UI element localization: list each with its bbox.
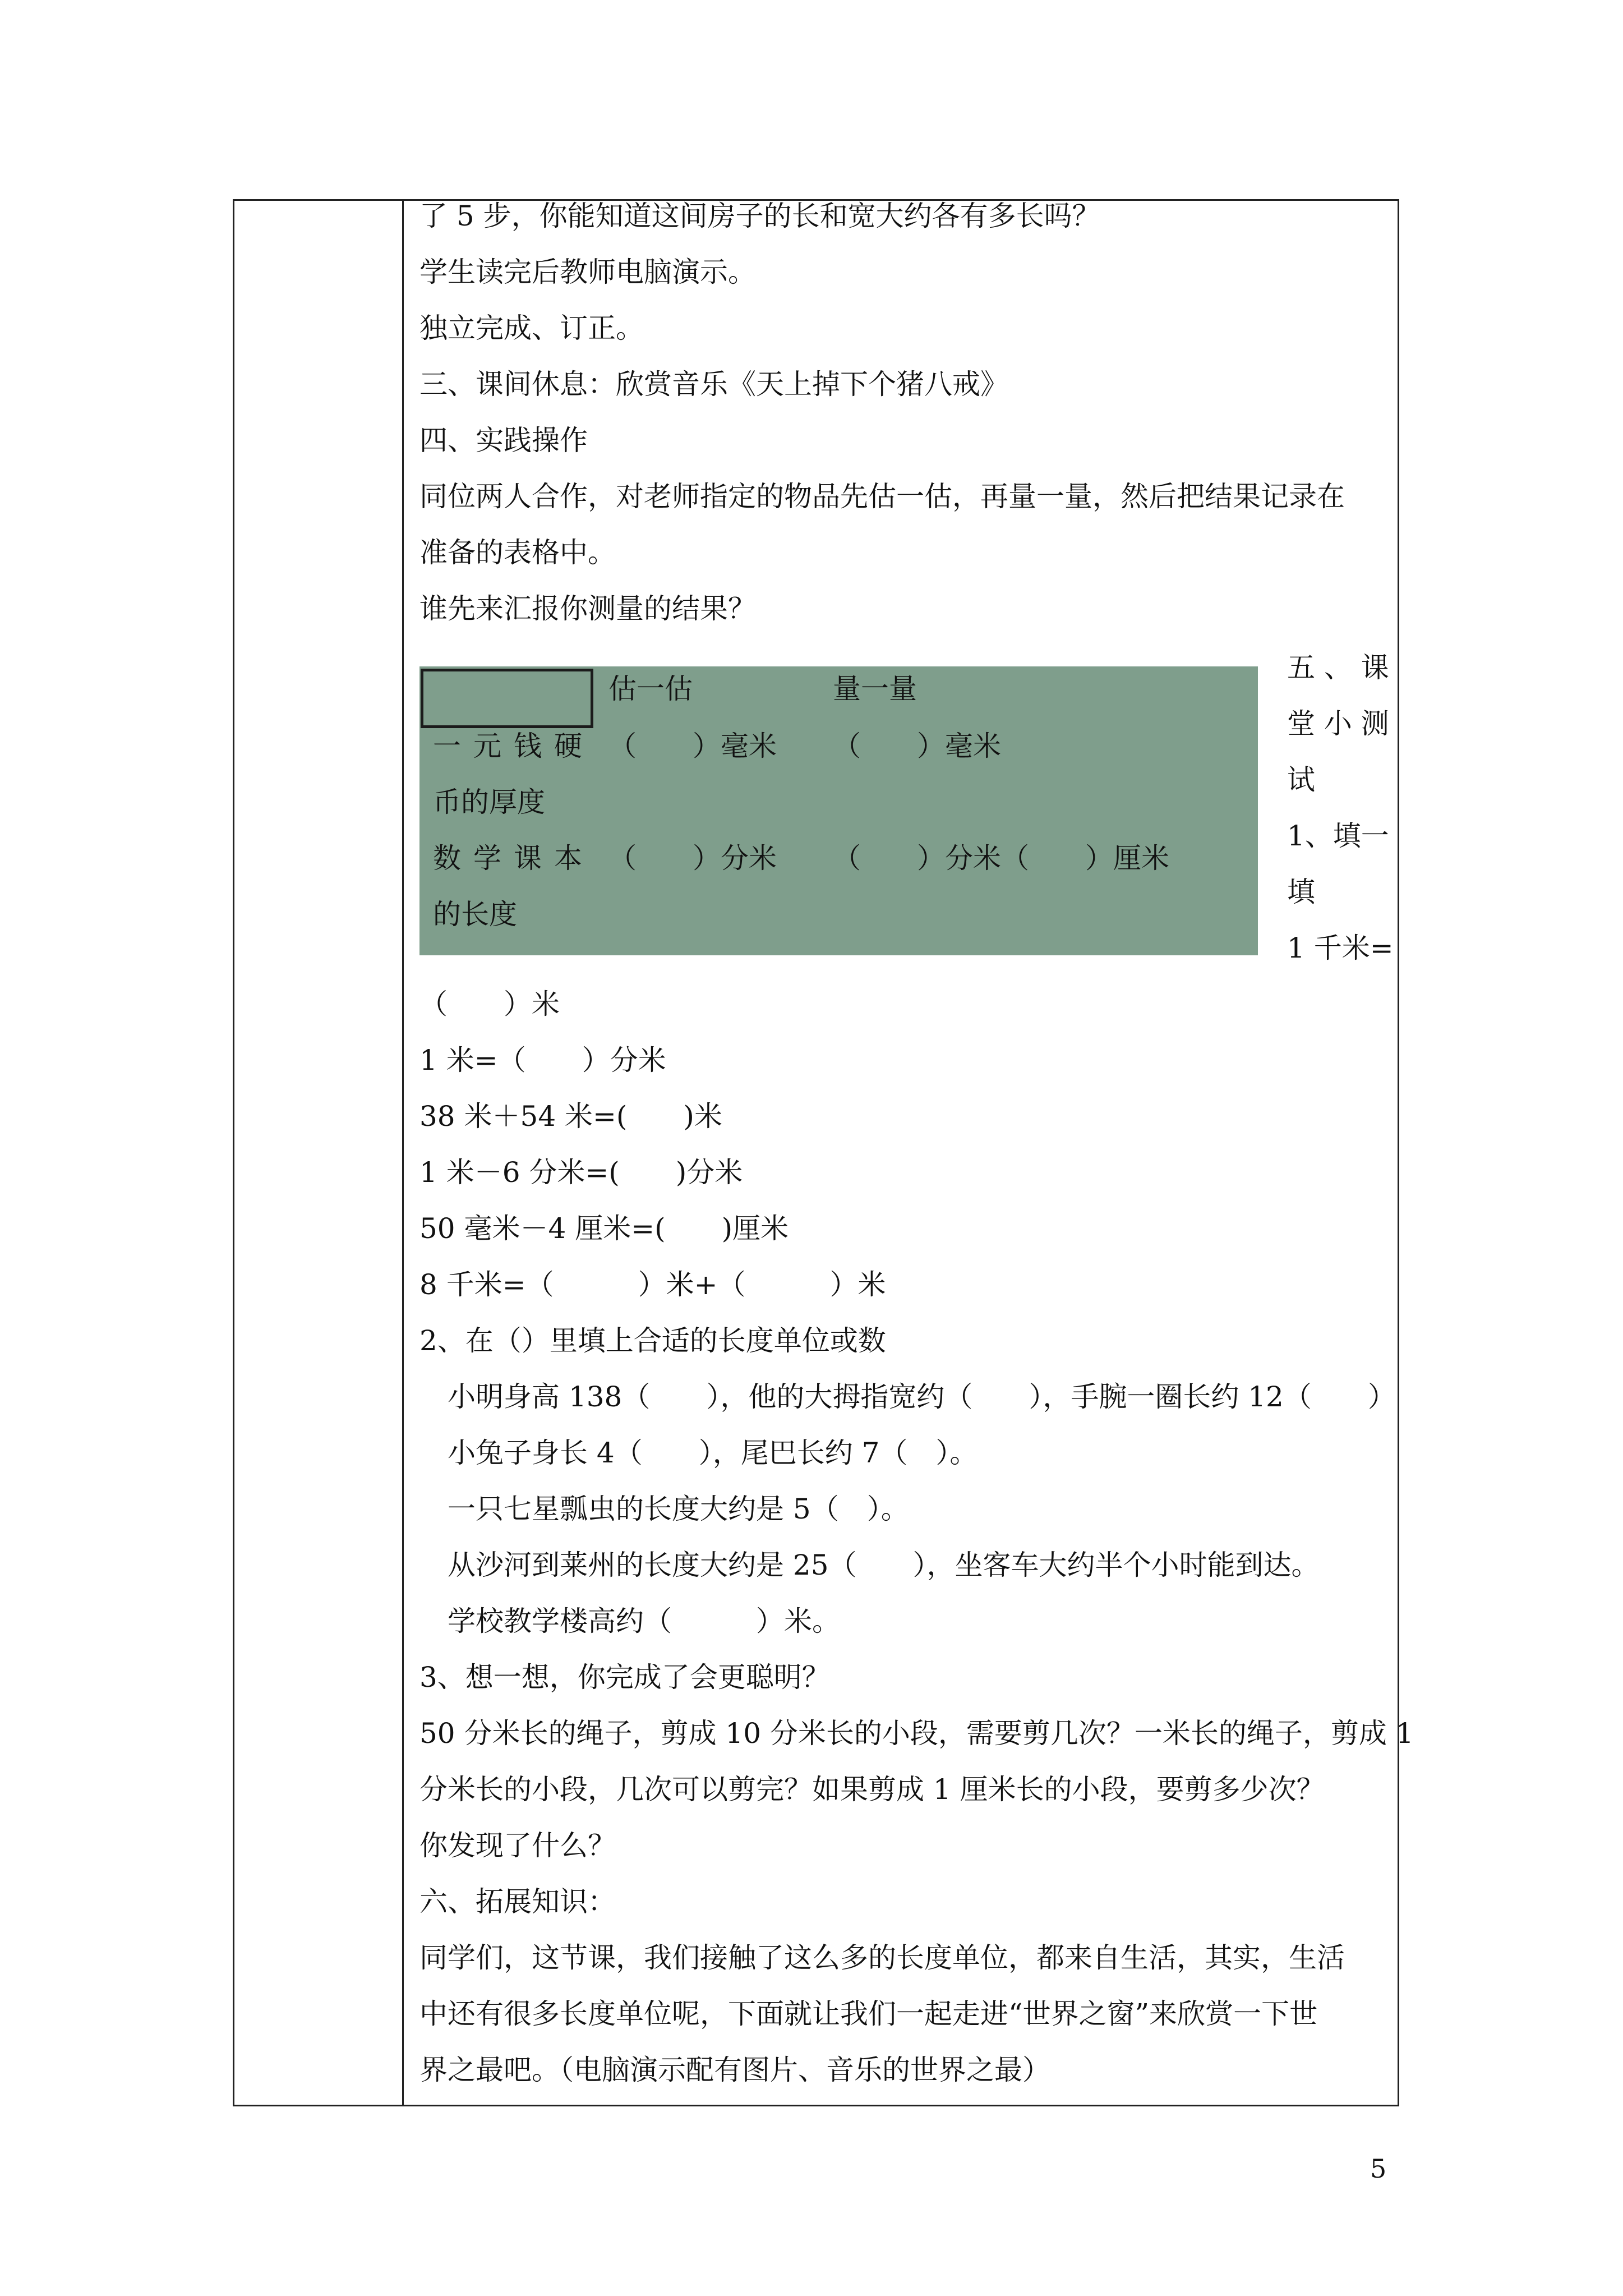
table-row-label: 数学课本 <box>433 842 594 875</box>
text-line: 同学们，这节课，我们接触了这么多的长度单位，都来自生活，其实，生活 <box>419 1941 1345 1974</box>
side-text: 1 千米= <box>1287 932 1394 964</box>
table-cell-estimate: （ ）毫米 <box>608 730 777 762</box>
text-line: 50 分米长的绳子，剪成 10 分米长的小段，需要剪几次？一米长的绳子，剪成 1 <box>419 1717 1414 1750</box>
text-line: 分米长的小段，几次可以剪完？如果剪成 1 厘米长的小段，要剪多少次？ <box>419 1773 1325 1806</box>
text-line: 从沙河到莱州的长度大约是 25（ ），坐客车大约半个小时能到达。 <box>419 1549 1320 1581</box>
text-line: 50 毫米－4 厘米=( )厘米 <box>419 1212 789 1245</box>
section-heading: 四、实践操作 <box>419 424 588 457</box>
text-line: 谁先来汇报你测量的结果？ <box>419 592 756 625</box>
table-row-label: 币的厚度 <box>433 786 545 818</box>
section-heading: 3、想一想，你完成了会更聪明？ <box>419 1661 830 1694</box>
table-header-measure: 量一量 <box>833 673 917 705</box>
text-line: 1 米－6 分米=( )分米 <box>419 1156 743 1189</box>
section-heading: 六、拓展知识： <box>419 1885 616 1918</box>
text-line: 中还有很多长度单位呢，下面就让我们一起走进“世界之窗”来欣赏一下世 <box>419 1998 1318 2030</box>
side-text: 五 、 课 <box>1287 651 1389 684</box>
table-cell-measure: （ ）分米（ ）厘米 <box>833 842 1169 875</box>
text-line: （ ）米 <box>419 988 560 1020</box>
side-text: 试 <box>1287 763 1315 796</box>
table-row-label: 一元钱硬 <box>433 730 594 762</box>
text-line: 你发现了什么？ <box>419 1829 616 1862</box>
table-row-label: 的长度 <box>433 898 517 931</box>
text-line: 了 5 步，你能知道这间房子的长和宽大约各有多长吗？ <box>419 200 1100 232</box>
table-cell-estimate: （ ）分米 <box>608 842 777 875</box>
text-line: 1 米=（ ）分米 <box>419 1044 666 1076</box>
text-line: 独立完成、订正。 <box>419 312 644 344</box>
text-line: 同位两人合作，对老师指定的物品先估一估，再量一量，然后把结果记录在 <box>419 480 1345 513</box>
side-text: 填 <box>1287 876 1315 908</box>
side-text: 堂 小 测 <box>1287 707 1389 740</box>
text-line: 界之最吧。（电脑演示配有图片、音乐的世界之最） <box>419 2054 1050 2086</box>
table-header-empty-cell <box>421 669 593 728</box>
text-line: 38 米＋54 米=( )米 <box>419 1100 722 1133</box>
column-divider <box>402 199 404 2106</box>
text-line: 小兔子身长 4（ ），尾巴长约 7（ ）。 <box>419 1437 978 1469</box>
section-heading: 2、在（）里填上合适的长度单位或数 <box>419 1324 886 1357</box>
text-line: 8 千米=（ ）米+（ ）米 <box>419 1268 886 1301</box>
table-cell-measure: （ ）毫米 <box>833 730 1001 762</box>
side-text: 1、填一 <box>1287 820 1389 852</box>
text-line: 一只七星瓢虫的长度大约是 5（ ）。 <box>419 1493 909 1525</box>
table-header-estimate: 估一估 <box>608 673 693 705</box>
text-line: 准备的表格中。 <box>419 536 616 569</box>
text-line: 学生读完后教师电脑演示。 <box>419 256 756 288</box>
text-line: 小明身高 138（ ），他的大拇指宽约（ ），手腕一圈长约 12（ ） <box>419 1381 1396 1413</box>
page-number: 5 <box>1370 2154 1387 2184</box>
section-heading: 三、课间休息：欣赏音乐《天上掉下个猪八戒》 <box>419 368 1008 401</box>
text-line: 学校教学楼高约（ ）米。 <box>419 1605 840 1637</box>
